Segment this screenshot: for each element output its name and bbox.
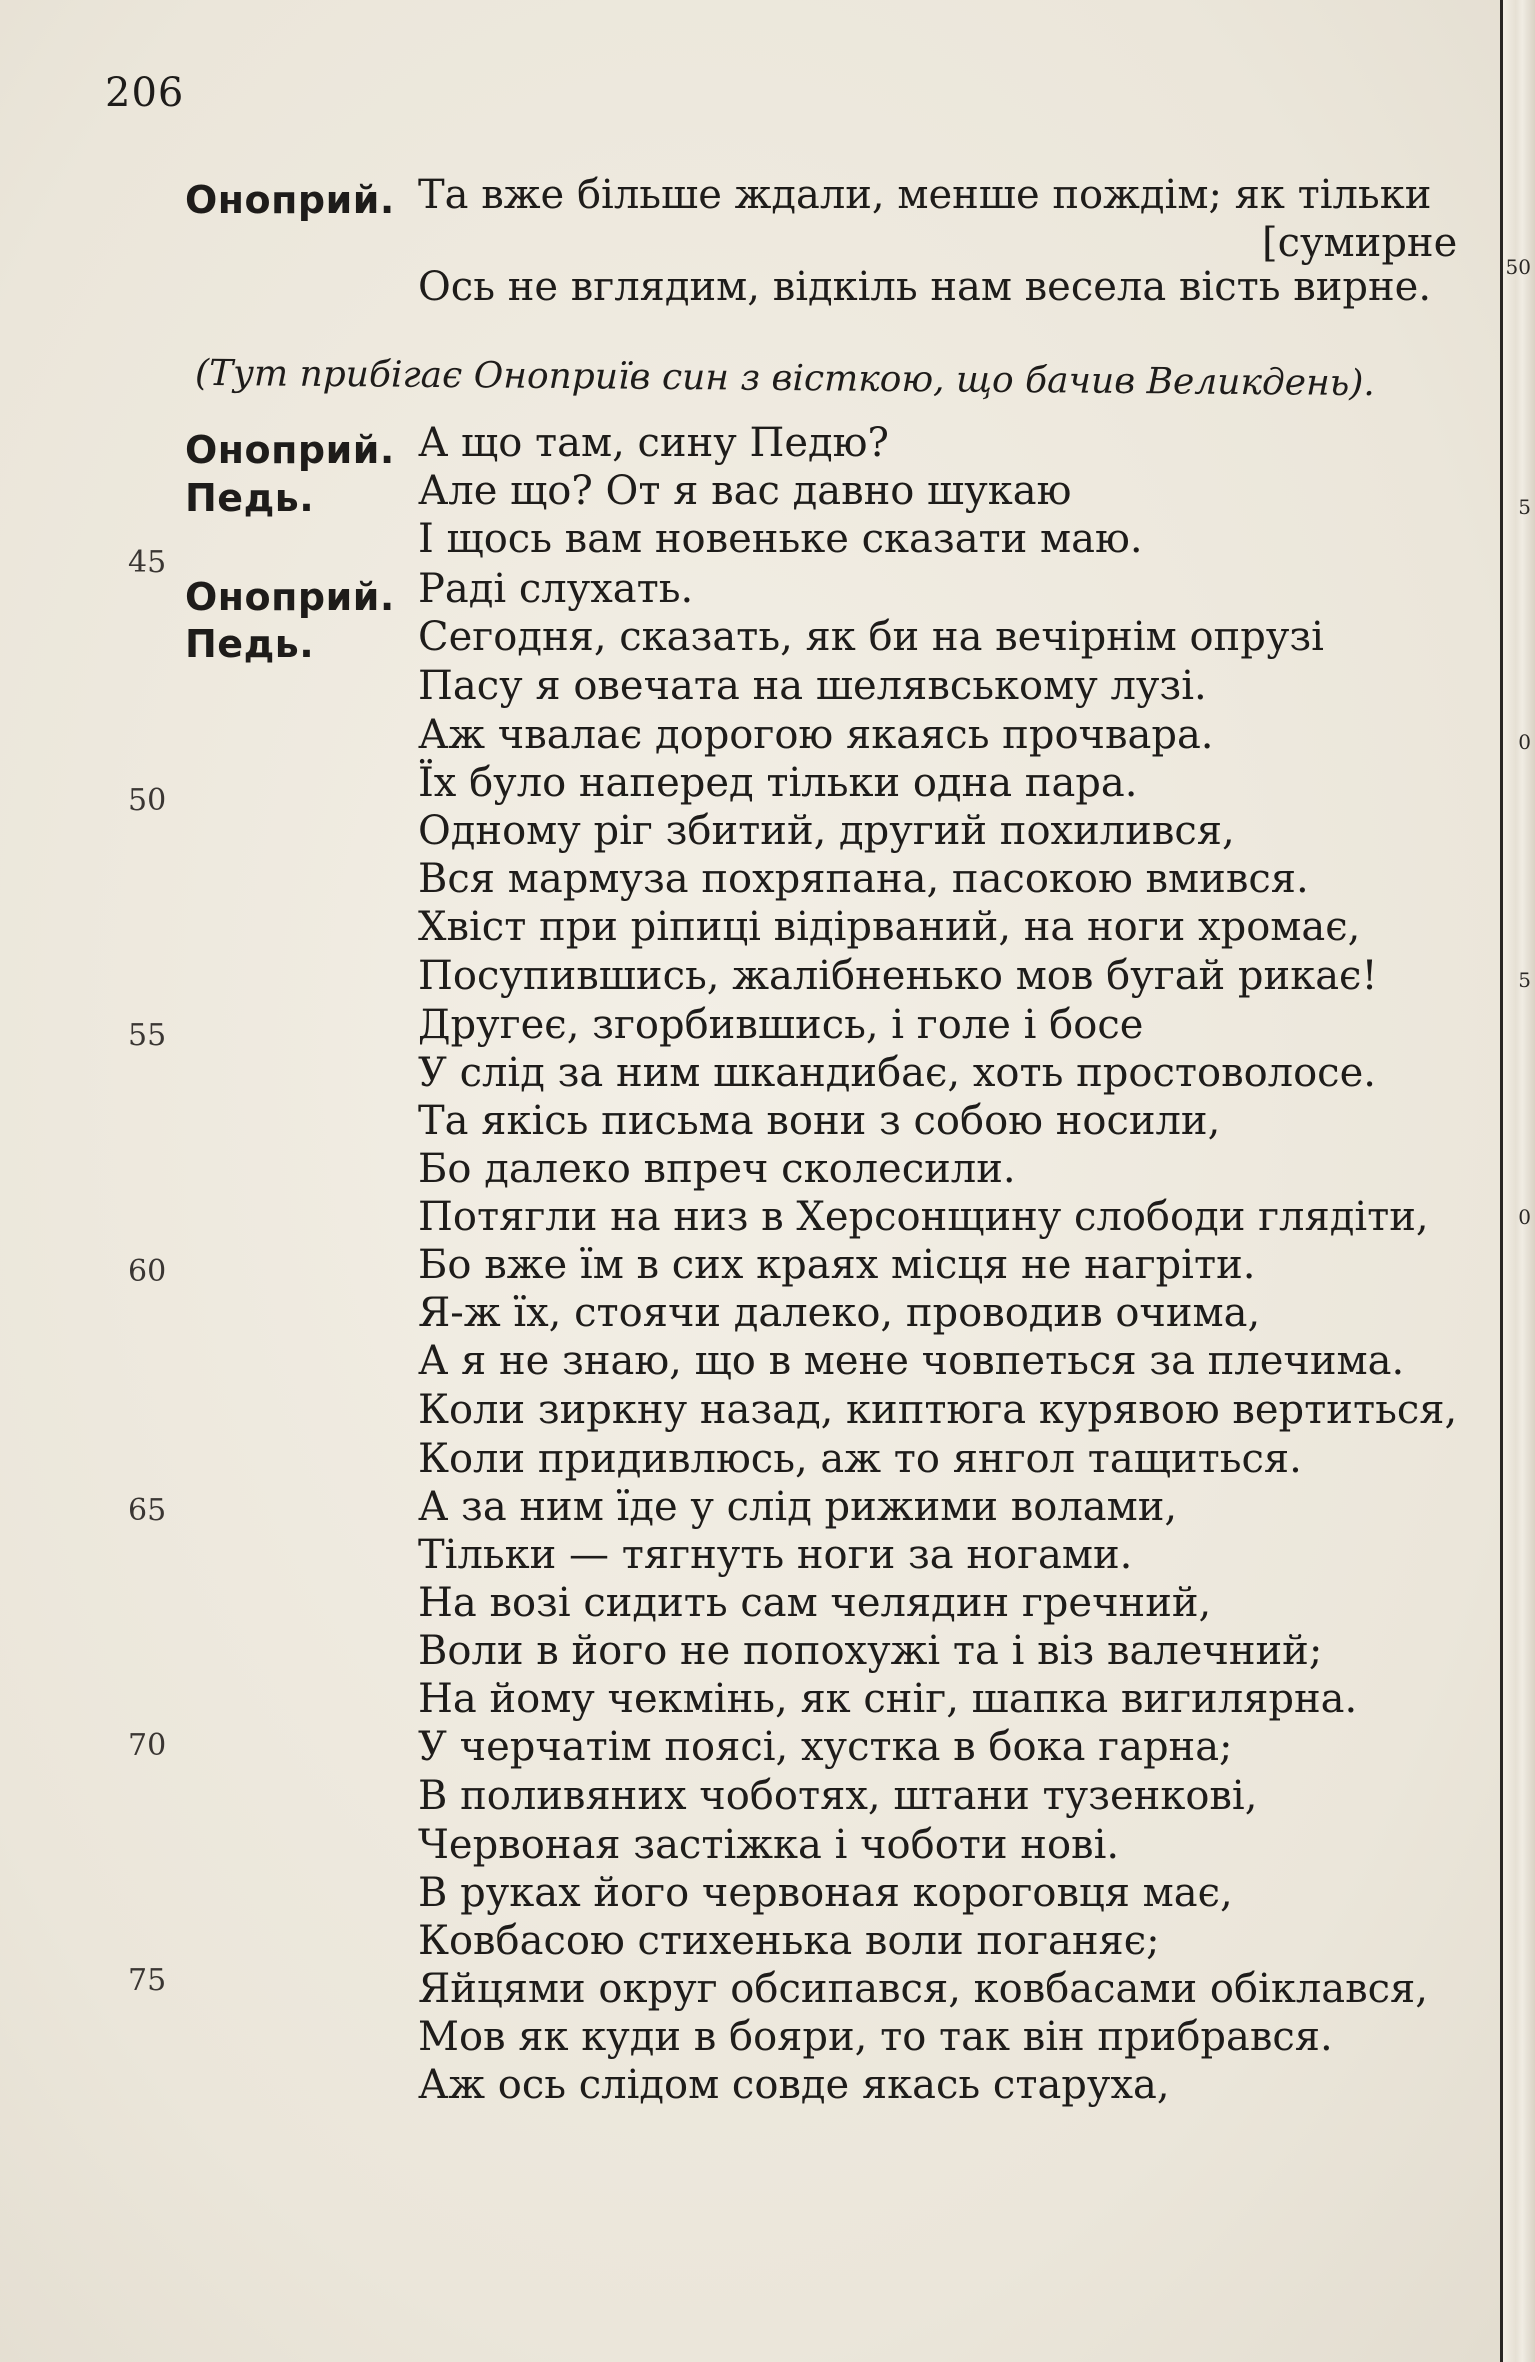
verse-line: Яйцями округ обсипався, ковбасами обіклався, [418, 1966, 1428, 2012]
speaker-onopriy: Оноприй. [185, 428, 395, 472]
verse-line: Сегодня, сказать, як би на вечірнім опрузі [418, 614, 1324, 660]
speaker-onopriy: Оноприй. [185, 575, 395, 619]
line-number: 60 [128, 1254, 167, 1289]
verse-line: На йому чекмінь, як сніг, шапка вигилярна. [418, 1676, 1358, 1722]
verse-line: Одному ріг збитий, другий похилився, [418, 808, 1235, 854]
verse-line: А за ним їде у слід рижими волами, [418, 1484, 1178, 1530]
verse-line: Але що? От я вас давно шукаю [418, 468, 1072, 514]
verse-line: Їх було наперед тільки одна пара. [418, 760, 1138, 806]
verse-line: Аж ось слідом совде якась старуха, [418, 2062, 1170, 2108]
speaker-ped: Педь. [185, 622, 315, 666]
page-number: 206 [105, 70, 185, 116]
verse-line: Коли зиркну назад, киптюга курявою вертиться, [418, 1387, 1458, 1433]
edge-number: 0 [1518, 730, 1531, 754]
page-edge [1500, 0, 1535, 2362]
speaker-onopriy: Оноприй. [185, 178, 395, 222]
stage-direction: (Тут прибігає Оноприїв син з вісткою, що бачив Великдень). [194, 352, 1376, 405]
verse-line: У черчатім поясі, хустка в бока гарна; [418, 1724, 1233, 1770]
verse-line: А що там, сину Педю? [418, 420, 889, 466]
verse-line: Бо далеко впреч сколесили. [418, 1146, 1016, 1192]
verse-line: Вся мармуза похряпана, пасокою вмився. [418, 856, 1309, 902]
verse-line: Ковбасою стихенька воли поганяє; [418, 1918, 1160, 1964]
edge-number: 0 [1518, 1205, 1531, 1229]
verse-line: Коли придивлюсь, аж то янгол тащиться. [418, 1436, 1302, 1482]
line-number: 65 [128, 1493, 167, 1528]
verse-line: Пасу я овечата на шелявському лузі. [418, 663, 1207, 709]
edge-number: 5 [1518, 968, 1531, 992]
line-number: 75 [128, 1963, 167, 1998]
verse-line: Та якісь письма вони з собою носили, [418, 1098, 1221, 1144]
verse-line: Хвіст при ріпиці відірваний, на ноги хромає, [418, 904, 1361, 950]
verse-line: Раді слухать. [418, 566, 694, 612]
line-number: 45 [128, 545, 167, 580]
verse-line: На возі сидить сам челядин гречний, [418, 1580, 1212, 1626]
verse-line: Посупившись, жалібненько мов бугай рикає! [418, 953, 1378, 999]
verse-line: У слід за ним шкандибає, хоть простоволосе. [418, 1050, 1376, 1096]
verse-line: В поливяних чоботях, штани тузенкові, [418, 1773, 1258, 1819]
verse-line: І щось вам новеньке сказати маю. [418, 516, 1143, 562]
verse-line: Мов як куди в бояри, то так він прибрався. [418, 2014, 1333, 2060]
verse-line: Воли в його не попохужі та і віз валечний; [418, 1628, 1323, 1674]
line-number: 70 [128, 1728, 167, 1763]
verse-line: Тільки — тягнуть ноги за ногами. [418, 1532, 1133, 1578]
line-number: 50 [128, 783, 167, 818]
verse-line: Ось не вглядим, відкіль нам весела вість вирне. [418, 264, 1432, 310]
verse-line: Другеє, згорбившись, і голе і босе [418, 1002, 1144, 1048]
verse-line: Я-ж їх, стоячи далеко, проводив очима, [418, 1290, 1261, 1336]
verse-line: Та вже більше ждали, менше пождім; як тільки [418, 172, 1432, 218]
verse-line: Аж чвалає дорогою якаясь прочвара. [418, 712, 1214, 758]
edge-number: 5 [1518, 495, 1531, 519]
edge-number: 50 [1505, 255, 1531, 279]
speaker-ped: Педь. [185, 476, 315, 520]
verse-line: Червоная застіжка і чоботи нові. [418, 1822, 1120, 1868]
line-number: 55 [128, 1018, 167, 1053]
verse-line: Бо вже їм в сих краях місця не нагріти. [418, 1242, 1256, 1288]
verse-line: А я не знаю, що в мене човпеться за плечима. [418, 1338, 1405, 1384]
verse-line: В руках його червоная короговця має, [418, 1870, 1233, 1916]
verse-line: Потягли на низ в Херсонщину слободи глядіти, [418, 1194, 1429, 1240]
verse-line-continuation: [сумирне [1262, 220, 1458, 266]
